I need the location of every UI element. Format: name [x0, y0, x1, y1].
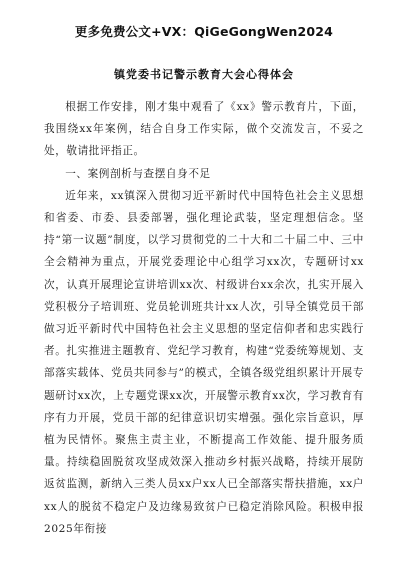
- watermark-header: 更多免费公文+VX：QiGeGongWen2024: [74, 24, 334, 39]
- intro-paragraph: 根据工作安排，刚才集中观看了《xx》警示教育片，下面，我围绕xx年案例，结合自身工作实际，做个交流发言，不妥之处，敬请批评指正。: [44, 101, 364, 158]
- body-paragraph: 近年来，xx镇深入贯彻习近平新时代中国特色社会主义思想和省委、市委、县委部署，强化理论武装，坚定理想信念。坚持“第一议题”制度，以学习贯彻党的二十大和二十届二中、三中全会精神为重点，开展党委理论中心组学习xx次，专题研讨xx次，认真开展理论宣讲培训xx次、村级讲台xx余次，扎实开展入党积极分子培训班、党员轮训班共计xx人次，引导全镇党员干部做习近平新时代中国特色社会主义思想的坚定信仰者和忠实践行者。扎实推进主题教育、党纪学习教育，构建“党委统筹规划、支部落实载体、党员共同参与”的模式，全镇各级党组织累计开展专题研讨xx次，上专题党课xx次，开展警示教育xx次，学习教育有序有力开展，党员干部的纪律意识切实增强。强化宗旨意识，厚植为民情怀。聚焦主责主业，不断提高工作效能、提升服务质量。持续稳固脱贫攻坚成效深入推动乡村振兴战略，持续开展防返贫监测，新纳入三类人员xx户xx人已全部落实帮扶措施，xx户xx人的脱贫不稳定户及边缘易致贫户已稳定消除风险。积极申报2025年衔接: [44, 189, 364, 535]
- section-heading: 一、案例剖析与查摆自身不足: [65, 167, 211, 180]
- document-title: 镇党委书记警示教育大会心得体会: [114, 68, 294, 81]
